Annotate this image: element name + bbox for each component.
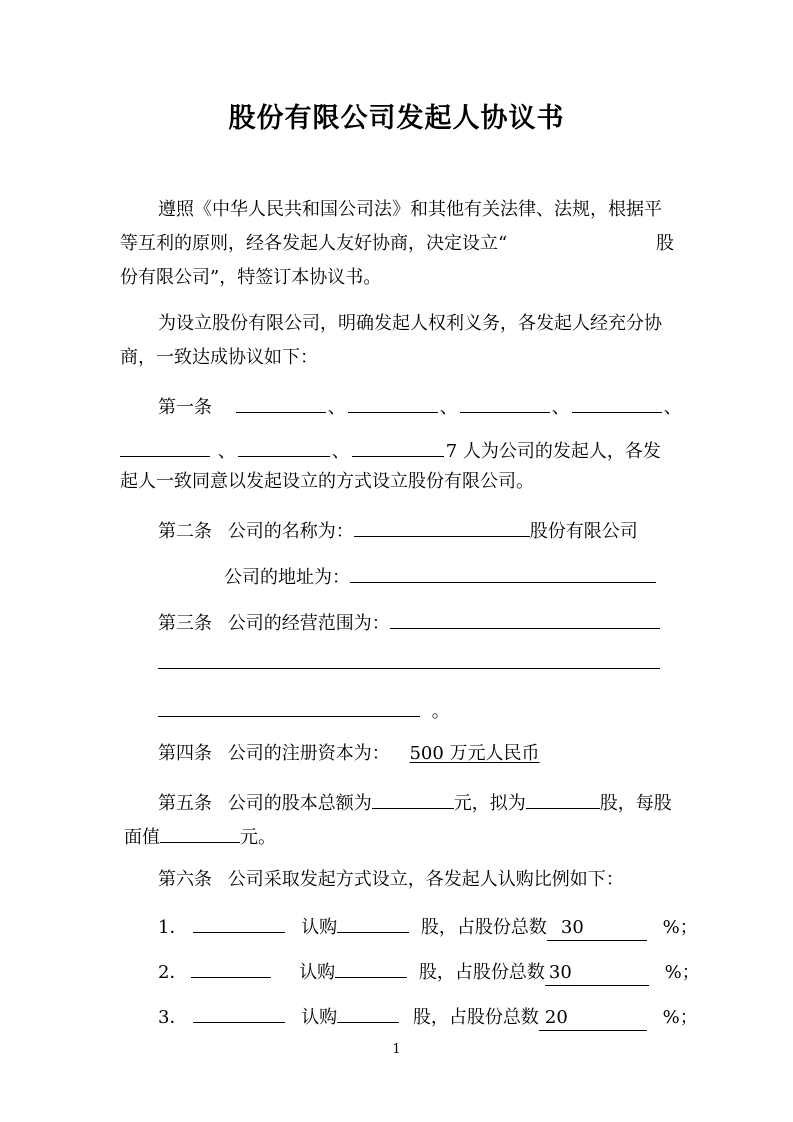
business-scope-label: 公司的经营范围为： [227, 613, 390, 634]
separator: 、 [663, 397, 682, 418]
percent-unit: %； [662, 917, 698, 938]
founder-blank-1[interactable] [236, 392, 326, 413]
subscribe-label: 认购 [299, 962, 336, 983]
article-2-label: 第二条 [158, 521, 212, 542]
article-1-line-1 [158, 392, 718, 420]
article-4-label: 第四条 [158, 743, 212, 764]
article-6-line [158, 868, 718, 892]
article-5-line-2 [124, 822, 684, 850]
subscription-number: 2． [158, 962, 188, 983]
founder-blank-5[interactable] [120, 436, 210, 457]
percent-unit: %； [662, 1007, 698, 1028]
registered-capital-label: 公司的注册资本为： [227, 743, 390, 764]
founder-blank-6[interactable] [238, 436, 330, 457]
article-1-line-2 [120, 436, 680, 464]
article-3-end: 。 [431, 701, 450, 722]
subscribed-shares-blank[interactable] [337, 1002, 399, 1023]
article-1-label: 第一条 [158, 397, 212, 418]
subscription-number: 3． [158, 1007, 188, 1028]
intro-line-3: 份有限公司”，特签订本协议书。 [120, 267, 382, 288]
business-scope-blank-3[interactable] [158, 696, 420, 717]
percent-text: 30 [548, 962, 572, 983]
planned-shares-label: 元，拟为 [453, 793, 526, 814]
company-address-blank[interactable] [350, 562, 656, 583]
par-value-unit: 元。 [240, 827, 276, 848]
founder-blank-4[interactable] [572, 392, 662, 413]
percent-value [545, 961, 649, 986]
separator: 、 [217, 441, 236, 462]
business-scope-blank-1[interactable] [390, 608, 660, 629]
share-ratio-label: 股，占股份总数 [412, 1007, 539, 1028]
separator: 、 [551, 397, 570, 418]
registered-capital-value: 500 万元人民币 [409, 743, 540, 764]
company-name-suffix: 股份有限公司 [529, 521, 638, 542]
par-value-label: 面值 [124, 827, 160, 848]
article-4-line [158, 742, 718, 766]
planned-shares-blank[interactable] [526, 788, 600, 809]
subscribed-shares-blank[interactable] [337, 912, 409, 933]
page-number: 1 [392, 1042, 401, 1057]
total-capital-blank[interactable] [372, 788, 454, 809]
par-value-blank[interactable] [160, 822, 240, 843]
founder-count-text: 7 人为公司的发起人，各发 [445, 441, 661, 462]
percent-value [539, 1006, 647, 1031]
separator: 、 [439, 397, 458, 418]
subscription-row [158, 912, 718, 941]
subscription-row [158, 1002, 718, 1031]
article-5-line-1 [158, 788, 718, 816]
article-1-line-3: 起人一致同意以发起设立的方式设立股份有限公司。 [120, 471, 534, 492]
subscribe-label: 认购 [301, 1007, 338, 1028]
article-3-line-3 [158, 696, 718, 724]
article-6-label: 第六条 [158, 869, 212, 890]
founder-blank-7[interactable] [352, 436, 444, 457]
intro-line-2 [120, 232, 680, 256]
para2-line-1: 为设立股份有限公司，明确发起人权利义务，各发起人经充分协 [158, 313, 662, 334]
article-2-line-1 [158, 516, 718, 544]
share-ratio-label: 股，占股份总数 [418, 962, 545, 983]
subscriber-name-blank[interactable] [193, 1002, 285, 1023]
article-2-line-2 [224, 562, 784, 590]
founder-blank-3[interactable] [460, 392, 550, 413]
company-address-label: 公司的地址为： [224, 567, 350, 588]
subscription-row [158, 957, 718, 986]
intro-line-1: 遵照《中华人民共和国公司法》和其他有关法律、法规，根据平 [158, 199, 662, 220]
total-capital-label: 公司的股本总额为 [227, 793, 372, 814]
subscribed-shares-blank[interactable] [335, 957, 407, 978]
intro-line-2-text: 等互利的原则，经各发起人友好协商，决定设立“ [120, 233, 508, 254]
separator: 、 [331, 441, 350, 462]
par-value-prefix: 股，每股 [599, 793, 672, 814]
subscription-number: 1． [158, 917, 188, 938]
company-name-blank[interactable] [354, 516, 530, 537]
percent-text: 20 [544, 1007, 568, 1028]
article-6-text: 公司采取发起方式设立，各发起人认购比例如下： [227, 869, 624, 890]
document-title: 股份有限公司发起人协议书 [228, 103, 565, 134]
intro-line-2-end: 股 [656, 233, 674, 254]
article-3-label: 第三条 [158, 613, 212, 634]
subscriber-name-blank[interactable] [193, 912, 285, 933]
para2-line-2: 商，一致达成协议如下： [120, 347, 318, 368]
subscribe-label: 认购 [301, 917, 338, 938]
article-5-label: 第五条 [158, 793, 212, 814]
percent-value [547, 916, 647, 941]
subscriber-name-blank[interactable] [191, 957, 271, 978]
share-ratio-label: 股，占股份总数 [420, 917, 547, 938]
business-scope-blank-2[interactable] [158, 648, 660, 669]
percent-text: 30 [560, 917, 584, 938]
company-name-label: 公司的名称为： [227, 521, 354, 542]
article-3-line-2 [158, 648, 718, 676]
separator: 、 [327, 397, 346, 418]
founder-blank-2[interactable] [348, 392, 438, 413]
article-3-line-1 [158, 608, 718, 636]
percent-unit: %； [664, 962, 700, 983]
